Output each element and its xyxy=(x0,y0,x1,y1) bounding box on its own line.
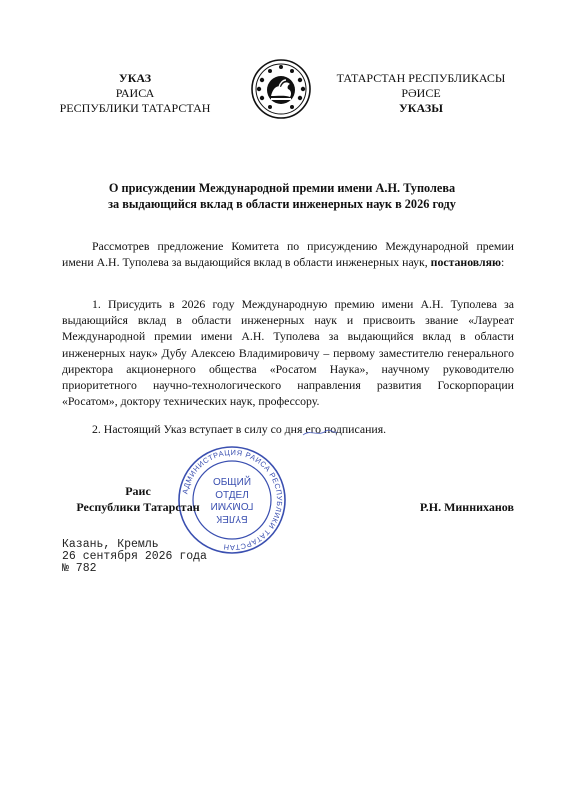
header-left xyxy=(40,71,230,116)
signatory-title-line-1: Раис xyxy=(125,484,151,498)
decree-title-line-2: за выдающийся вклад в области инженерных наук в 2026 году xyxy=(108,197,456,211)
header-right-line-1: ТАТАРСТАН РЕСПУБЛИКАСЫ xyxy=(336,71,506,85)
header-left-line-2: РАИСА xyxy=(115,86,155,100)
header-left-line-1: УКАЗ xyxy=(118,71,152,85)
footer-date: 26 сентября 2026 года xyxy=(62,550,207,563)
header-right xyxy=(316,71,526,116)
coat-of-arms-icon xyxy=(250,58,312,120)
stamp-line-3: БҮЛЕК xyxy=(216,513,248,524)
stamp-ring-text: АДМИНИСТРАЦИЯ РАИСА РЕСПУБЛИКИ ТАТАРСТАН xyxy=(180,447,285,553)
stamp-line-2: ОТДЕЛ xyxy=(215,490,249,501)
header-left-line-3: РЕСПУБЛИКИ ТАТАРСТАН xyxy=(59,101,211,115)
preamble xyxy=(62,238,514,270)
decree-title xyxy=(40,180,524,212)
stamp-line-1: ОБЩИЙ xyxy=(212,477,252,488)
footer-number: № 782 xyxy=(62,562,97,575)
decree-item-1: 1. Присудить в 2026 году Международную премию имени А.Н. Туполева за выдающийся вклад в области инженерных наук и присвоить звание «Лауреат Международной премии имени А.Н. Туполева за выдающийся вклад в области инженерных наук» Дубу Алексею Владимировичу – первому заместителю генерального директора акционерного общества «Росатом Наука», научному руководителю приоритетного научно-технологического направления развития Госкорпорации «Росатом», доктору технических наук, профессору. xyxy=(62,297,514,409)
preamble-tail: : xyxy=(501,255,505,270)
header-right-line-2: РӘИСЕ xyxy=(401,86,441,100)
footer-meta xyxy=(62,539,207,575)
preamble-text: Рассмотрев предложение Комитета по присуждению Международной премии имени А.Н. Туполева за выдающийся вклад в области инженерных наук, xyxy=(62,239,514,270)
decree-title-line-1: О присуждении Международной премии имени А.Н. Туполева xyxy=(108,181,456,195)
signatory-title-line-2: Республики Татарстан xyxy=(76,500,200,514)
footer-place: Казань, Кремль xyxy=(62,538,159,551)
signatory-name: Р.Н. Минниханов xyxy=(419,500,514,514)
decree-item-2: 2. Настоящий Указ вступает в силу со дня его подписания. xyxy=(92,422,387,436)
stamp-line-4: ГОМУМИ xyxy=(210,500,254,511)
header-right-line-3: УКАЗЫ xyxy=(399,101,443,115)
preamble-bold: постановляю xyxy=(430,255,502,270)
signatory-title xyxy=(62,483,214,515)
handwritten-mark xyxy=(302,425,338,439)
